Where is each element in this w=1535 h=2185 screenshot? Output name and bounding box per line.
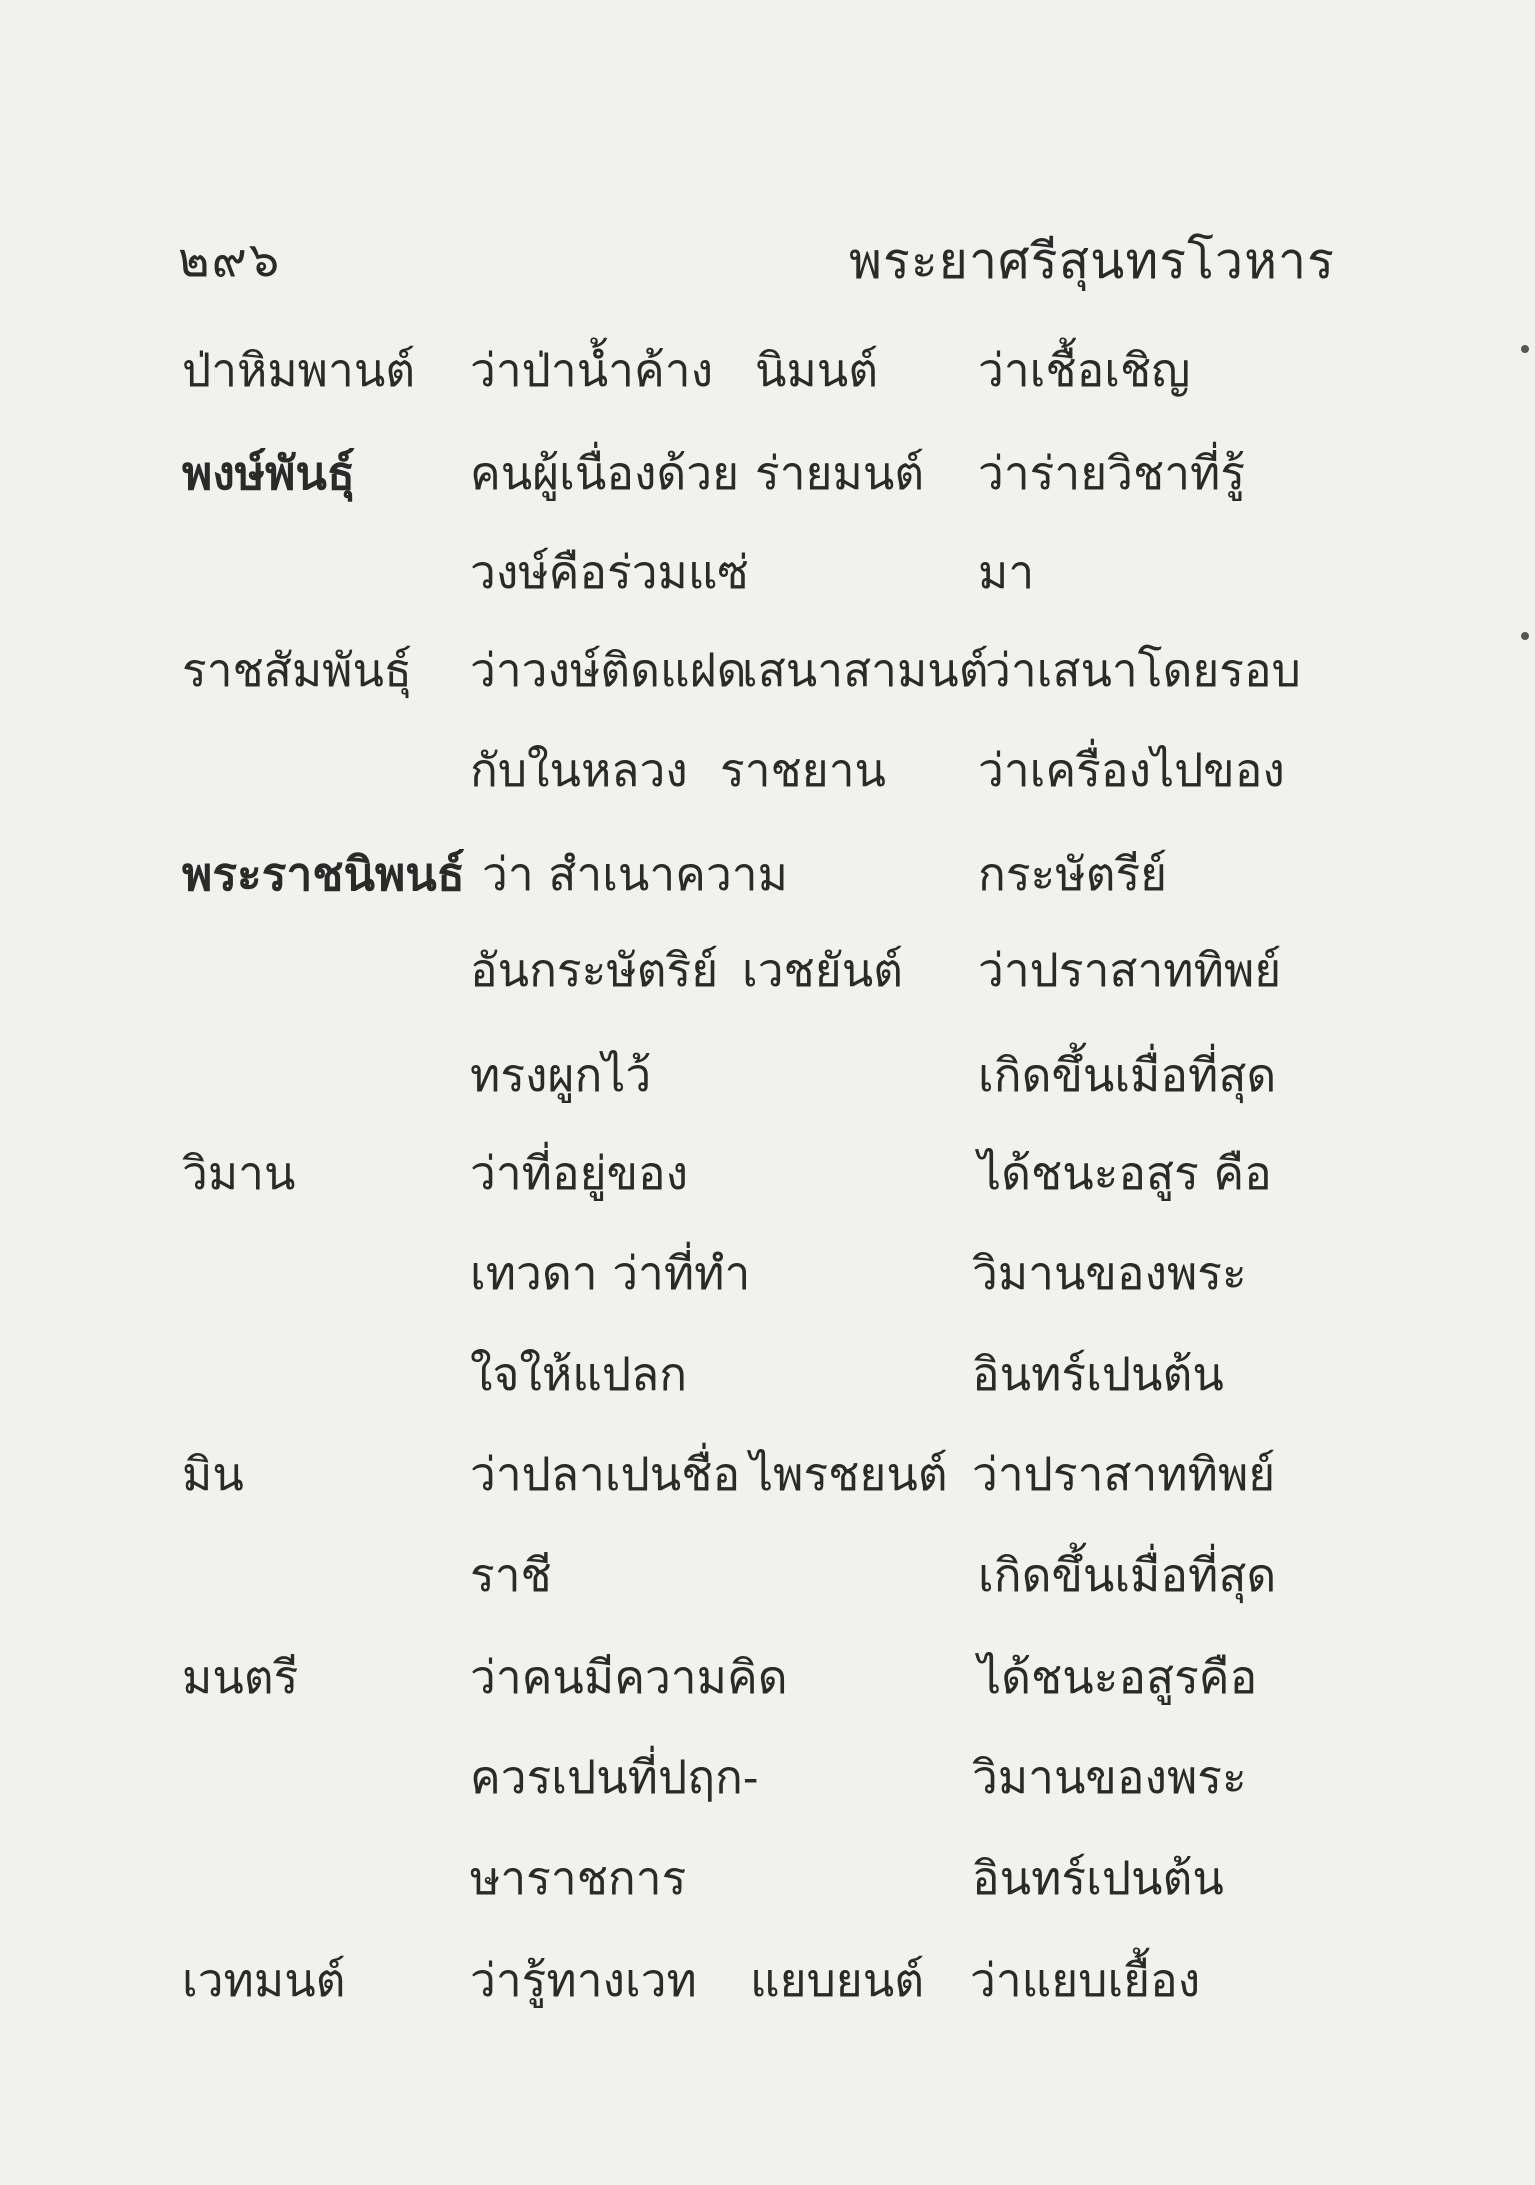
headword: ไพรชยนต์ — [750, 1447, 948, 1501]
definition: ว่าแยบเยื้อง — [970, 1953, 1201, 2007]
definition: อันกระษัตริย์ — [470, 943, 719, 997]
definition: เกิดขึ้นเมื่อที่สุด — [978, 1048, 1277, 1102]
definition: ว่าปราสาททิพย์ — [978, 943, 1282, 997]
binding-hole-mark — [1521, 345, 1529, 353]
definition: คนผู้เนื่องด้วย — [470, 446, 740, 500]
glossary-row — [0, 1737, 1535, 1817]
definition: ใจให้แปลก — [470, 1347, 688, 1401]
definition: ว่า สำเนาความ — [482, 847, 788, 901]
definition: เกิดขึ้นเมื่อที่สุด — [978, 1548, 1277, 1602]
definition: ว่าคนมีความคิด — [470, 1650, 788, 1704]
definition: ว่าป่าน้ำค้าง — [470, 343, 714, 397]
definition: อินทร์เปนต้น — [972, 1851, 1224, 1905]
glossary-row — [0, 834, 1535, 914]
definition: ว่าปราสาททิพย์ — [972, 1447, 1276, 1501]
glossary-row — [0, 930, 1535, 1010]
definition: ได้ชนะอสูรคือ — [978, 1650, 1258, 1704]
headword: เวทมนต์ — [182, 1953, 346, 2007]
definition: วิมานของพระ — [972, 1246, 1247, 1300]
running-title: พระยาศรีสุนทรโวหาร — [849, 232, 1335, 290]
definition: ว่าเสนาโดยรอบ — [985, 643, 1301, 697]
definition: อินทร์เปนต้น — [972, 1347, 1224, 1401]
definition: เทวดา ว่าที่ทำ — [470, 1246, 751, 1300]
definition: ว่าเชื้อเชิญ — [978, 343, 1191, 397]
definition: ว่าวงษ์ติดแฝด — [470, 643, 747, 697]
headword: นิมนต์ — [755, 343, 879, 397]
definition: มา — [978, 545, 1035, 599]
definition: วงษ์คือร่วมแซ่ — [470, 545, 749, 599]
glossary-row — [0, 1940, 1535, 2020]
definition: ควรเปนที่ปฤก- — [470, 1750, 759, 1804]
glossary-row — [0, 1535, 1535, 1615]
definition: วิมานของพระ — [972, 1750, 1247, 1804]
glossary-row — [0, 330, 1535, 410]
definition: ว่าร่ายวิชาที่รู้ — [978, 446, 1246, 500]
definition: ราชี — [470, 1548, 552, 1602]
definition: ว่าเครื่องไปของ — [978, 743, 1285, 797]
definition: ษาราชการ — [470, 1851, 687, 1905]
headword: ราชยาน — [720, 743, 886, 797]
headword: เสนาสามนต์ — [742, 643, 989, 697]
glossary-row — [0, 1637, 1535, 1717]
glossary-row — [0, 730, 1535, 810]
definition: ได้ชนะอสูร คือ — [978, 1146, 1272, 1200]
headword: แยบยนต์ — [750, 1953, 925, 2007]
glossary-row — [0, 1035, 1535, 1115]
headword: มนตรี — [182, 1650, 299, 1704]
definition: ทรงผูกไว้ — [470, 1048, 652, 1102]
definition: กระษัตรีย์ — [978, 847, 1168, 901]
headword: วิมาน — [182, 1146, 296, 1200]
page-number: ๒๙๖ — [178, 232, 282, 288]
glossary-row — [0, 1434, 1535, 1514]
glossary-row — [0, 433, 1535, 513]
definition: ว่ารู้ทางเวท — [470, 1953, 697, 2007]
glossary-row — [0, 1133, 1535, 1213]
headword: มิน — [182, 1447, 244, 1501]
glossary-row — [0, 630, 1535, 710]
headword: ป่าหิมพานต์ — [182, 343, 416, 397]
glossary-row — [0, 1233, 1535, 1313]
binding-hole-mark — [1521, 632, 1529, 640]
glossary-row — [0, 1838, 1535, 1918]
definition: ว่าปลาเปนชื่อ — [470, 1447, 741, 1501]
definition: ว่าที่อยู่ของ — [470, 1146, 689, 1200]
headword: พงษ์พันธุ์ — [182, 446, 355, 500]
glossary-row — [0, 1334, 1535, 1414]
headword: เวชยันต์ — [742, 943, 904, 997]
headword: ร่ายมนต์ — [755, 446, 925, 500]
definition: กับในหลวง — [470, 743, 688, 797]
headword: พระราชนิพนธ์ — [182, 847, 465, 901]
headword: ราชสัมพันธุ์ — [182, 643, 412, 697]
glossary-row — [0, 532, 1535, 612]
